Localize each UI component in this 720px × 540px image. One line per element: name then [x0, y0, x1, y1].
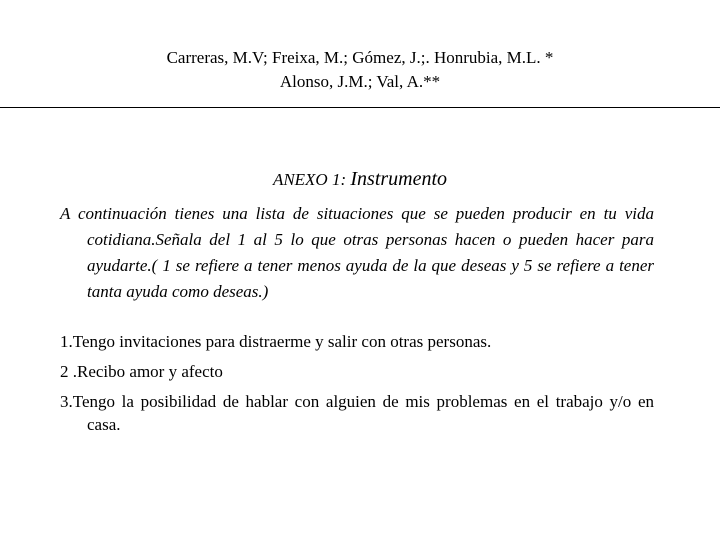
instructions-paragraph: A continuación tienes una lista de situaciones que se pueden producir en tu vida cotidiana.Señala del 1 al 5 lo que otras personas hacen o pueden hacer para ayudarte.( 1 se refiere a tener menos ayuda de la que deseas y 5 se refiere a tener tanta ayuda como deseas.) [60, 204, 654, 301]
section-title [0, 168, 720, 191]
header-divider [0, 107, 720, 108]
list-item: 3.Tengo la posibilidad de hablar con alguien de mis problemas en el trabajo y/o en casa. [60, 392, 654, 434]
list-item: 1.Tengo invitaciones para distraerme y salir con otras personas. [60, 332, 492, 351]
section-title-main: Instrumento [350, 168, 448, 190]
authors-line-1: Carreras, M.V; Freixa, M.; Gómez, J.;. Honrubia, M.L. * [166, 48, 554, 67]
list-item: 2 .Recibo amor y afecto [60, 362, 223, 381]
authors-line-2: Alonso, J.M.; Val, A.** [279, 72, 441, 91]
section-title-prefix: ANEXO 1: [272, 170, 351, 189]
authors-header [0, 46, 720, 94]
item-list [60, 330, 654, 436]
